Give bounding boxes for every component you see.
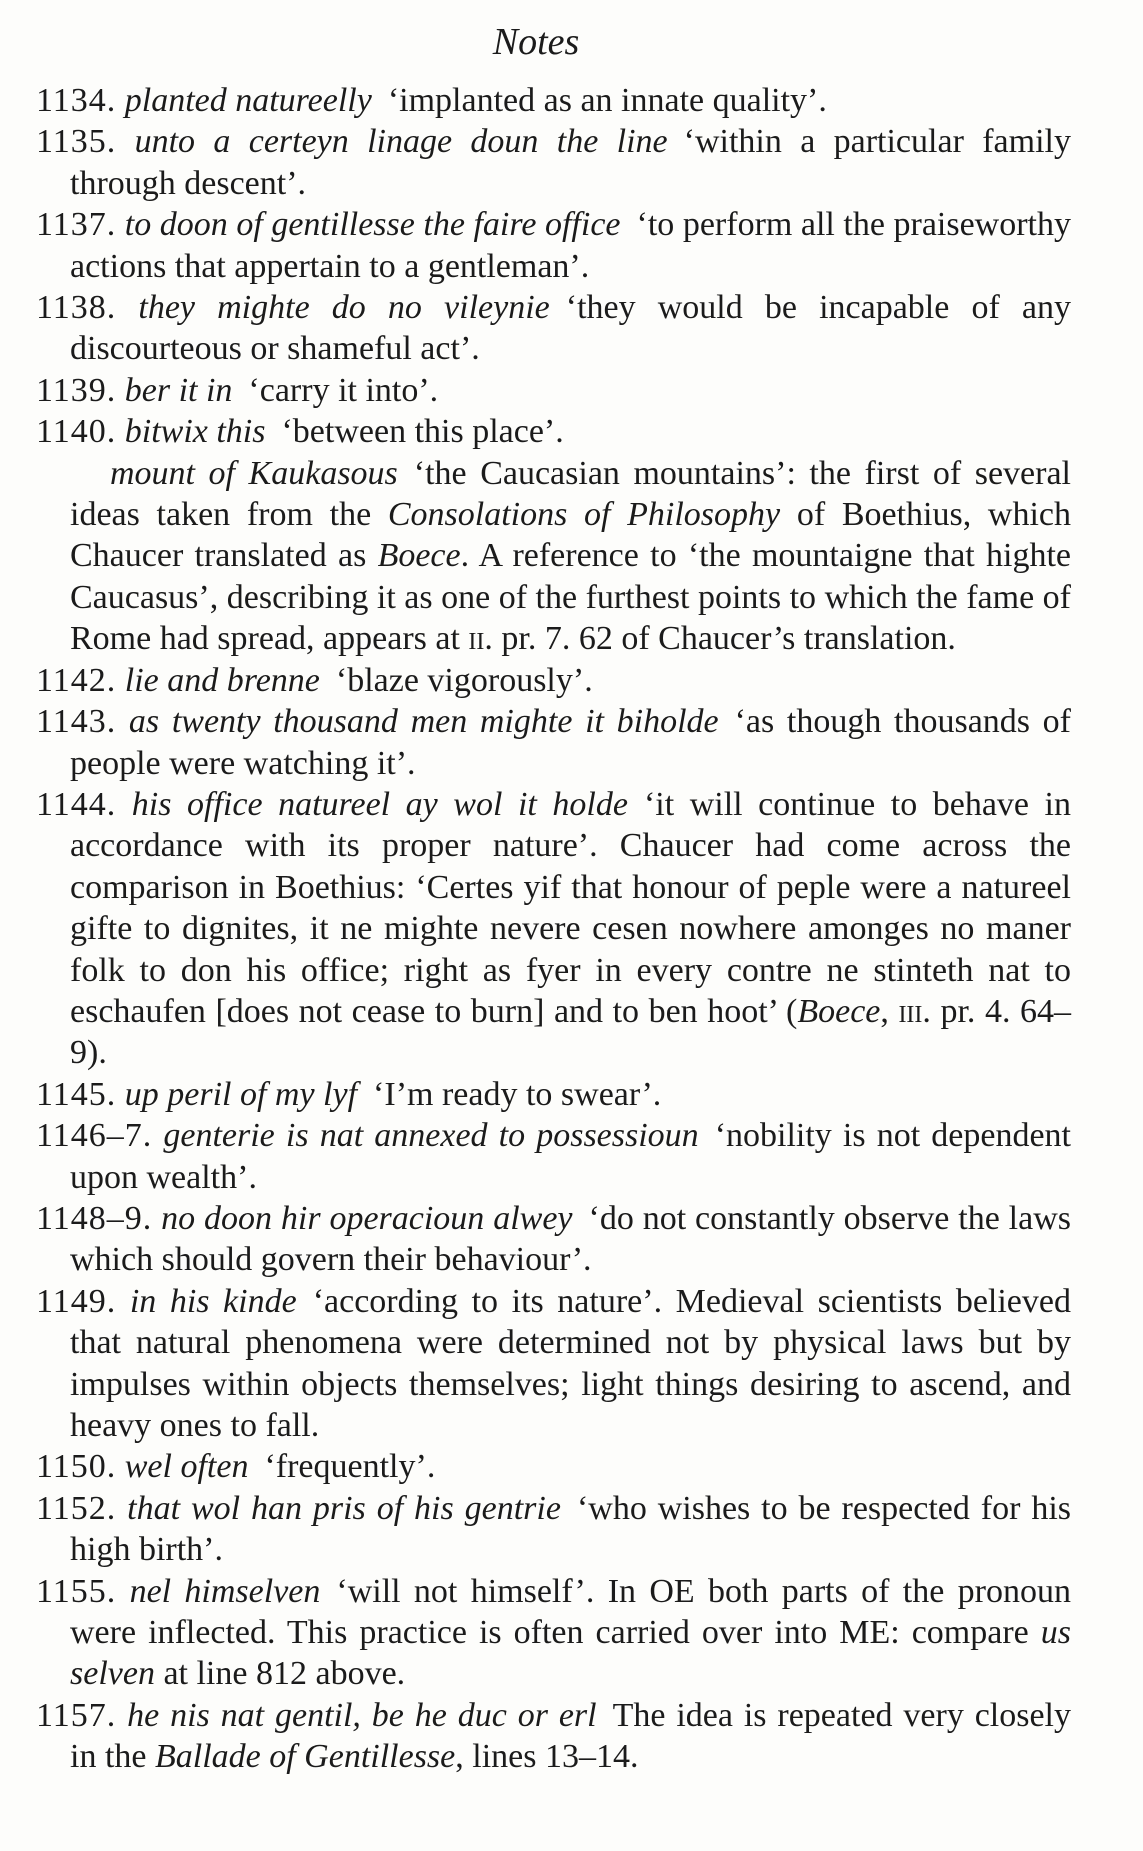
line-number: 1137.	[36, 206, 117, 244]
line-number: 1155.	[36, 1572, 117, 1610]
note-1140-continued	[36, 453, 1071, 660]
lemma: wel often	[124, 1448, 249, 1486]
line-number: 1152.	[36, 1489, 117, 1527]
gloss-part: at line 812 above.	[154, 1655, 406, 1693]
note-1157	[36, 1695, 1071, 1778]
running-header: Notes	[492, 21, 580, 63]
line-number: 1144.	[36, 785, 117, 823]
gloss: ‘who wishes to be respected for his high birth’.	[70, 1489, 1072, 1569]
note-1137	[36, 204, 1071, 287]
gloss-part: . pr. 4. 64–9).	[70, 992, 1072, 1072]
note-1152	[36, 1488, 1071, 1571]
note-1155	[36, 1571, 1071, 1695]
book-numeral: iii	[898, 992, 923, 1030]
lemma: up peril of my lyf	[124, 1075, 358, 1113]
gloss-title: Ballade of Gentillesse	[154, 1738, 456, 1776]
gloss-italic: us selven	[70, 1614, 1071, 1693]
line-number: 1138.	[36, 289, 117, 327]
note-1150	[36, 1446, 1071, 1487]
line-number: 1139.	[36, 371, 117, 409]
gloss: ‘as though thousands of people were watching it’.	[70, 703, 1072, 782]
gloss-part: ‘the Caucasian mountains’: the first of several ideas taken from the	[70, 454, 1071, 534]
gloss: ‘nobility is not dependent upon wealth’.	[70, 1117, 1072, 1196]
book-numeral: ii	[468, 620, 485, 658]
gloss-title: Consolations of Philosophy	[387, 496, 781, 534]
line-number: 1135.	[36, 123, 117, 161]
gloss-part: of Boethius, which Chaucer translated as	[70, 496, 1071, 575]
line-number: 1150.	[36, 1448, 117, 1486]
gloss-part: ‘it will continue to behave in accordance with its proper nature’. Chaucer had come across the comparison in Boethius: ‘Certes yif that honour of peple were a natureel gifte to dignites, it ne mighte nevere cesen nowhere amonges no maner folk to don his office; right as fyer in every contre ne stinteth nat to eschaufen [does not cease to burn] and to ben hoot’ (	[70, 785, 1071, 1030]
lemma: unto a certeyn linage doun the line	[134, 123, 668, 161]
gloss-part: ‘will not himself’. In OE both parts of the pronoun were inflected. This practice is often carried over into ME: compare	[70, 1572, 1071, 1652]
note-1144	[36, 784, 1071, 1074]
lemma: he nis nat gentil, be he duc or erl	[127, 1696, 597, 1734]
note-1145	[36, 1074, 1071, 1115]
note-1135	[36, 121, 1071, 204]
lemma: to doon of gentillesse the faire office	[124, 206, 621, 244]
lemma: in his kinde	[129, 1282, 297, 1320]
lemma: nel himselven	[129, 1572, 321, 1610]
lemma: lie and brenne	[124, 661, 320, 699]
gloss: ‘I’m ready to swear’.	[373, 1075, 662, 1113]
gloss: ‘carry it into’.	[248, 371, 439, 409]
gloss: ‘within a particular family through descent’.	[70, 123, 1071, 202]
note-1138	[36, 287, 1071, 370]
lemma: that wol han pris of his gentrie	[127, 1489, 561, 1527]
lemma: no doon hir operacioun alwey	[161, 1199, 573, 1237]
gloss: ‘to perform all the praiseworthy actions that appertain to a gentleman’.	[70, 206, 1071, 285]
gloss: ‘they would be incapable of any discourteous or shameful act’.	[70, 289, 1071, 368]
gloss-title: Boece	[377, 537, 461, 575]
gloss-part: . pr. 7. 62 of Chaucer’s translation.	[484, 620, 956, 658]
gloss: ‘according to its nature’. Medieval scientists believed that natural phenomena were determined not by physical laws but by impulses within objects themselves; light things desiring to ascend, and heavy ones to fall.	[70, 1282, 1071, 1444]
line-number: 1143.	[36, 703, 117, 741]
gloss: ‘do not constantly observe the laws which should govern their behaviour’.	[70, 1199, 1072, 1279]
line-number: 1134.	[36, 82, 117, 119]
note-1142	[36, 660, 1071, 701]
line-number: 1140.	[36, 413, 117, 451]
gloss: ‘between this place’.	[281, 413, 564, 451]
note-1149	[36, 1281, 1071, 1447]
gloss-part: ,	[880, 992, 899, 1030]
notes-list	[36, 80, 1071, 1778]
gloss-title: Boece	[797, 992, 881, 1030]
note-1140	[36, 411, 1071, 452]
lemma: mount of Kaukasous	[110, 454, 398, 492]
note-1146-7	[36, 1115, 1071, 1198]
gloss: ‘implanted as an innate quality’.	[387, 82, 827, 119]
line-number: 1149.	[36, 1282, 117, 1320]
gloss-part: . A reference to ‘the mountaigne that highte Caucasus’, describing it as one of the furthest points to which the fame of Rome had spread, appears at	[70, 537, 1071, 658]
lemma: they mighte do no vileynie	[138, 289, 550, 327]
lemma: ber it in	[124, 371, 233, 409]
line-number: 1142.	[36, 661, 117, 699]
line-number: 1145.	[36, 1075, 117, 1113]
gloss: ‘blaze vigorously’.	[335, 661, 593, 699]
lemma: his office natureel ay wol it holde	[131, 785, 628, 823]
line-number: 1146–7.	[36, 1117, 153, 1155]
gloss-part: , lines 13–14.	[455, 1738, 639, 1776]
note-1139	[36, 370, 1071, 411]
lemma: as twenty thousand men mighte it biholde	[128, 703, 719, 741]
lemma: genterie is nat annexed to possessioun	[163, 1117, 699, 1155]
line-number: 1148–9.	[36, 1199, 153, 1237]
lemma: bitwix this	[124, 413, 266, 451]
lemma: planted natureelly	[124, 82, 372, 119]
note-1134	[36, 80, 1071, 121]
gloss: ‘frequently’.	[264, 1448, 436, 1486]
note-1143	[36, 701, 1071, 784]
gloss-part: The idea is repeated very closely in the	[70, 1696, 1072, 1776]
line-number: 1157.	[36, 1696, 117, 1734]
note-1148-9	[36, 1198, 1071, 1281]
